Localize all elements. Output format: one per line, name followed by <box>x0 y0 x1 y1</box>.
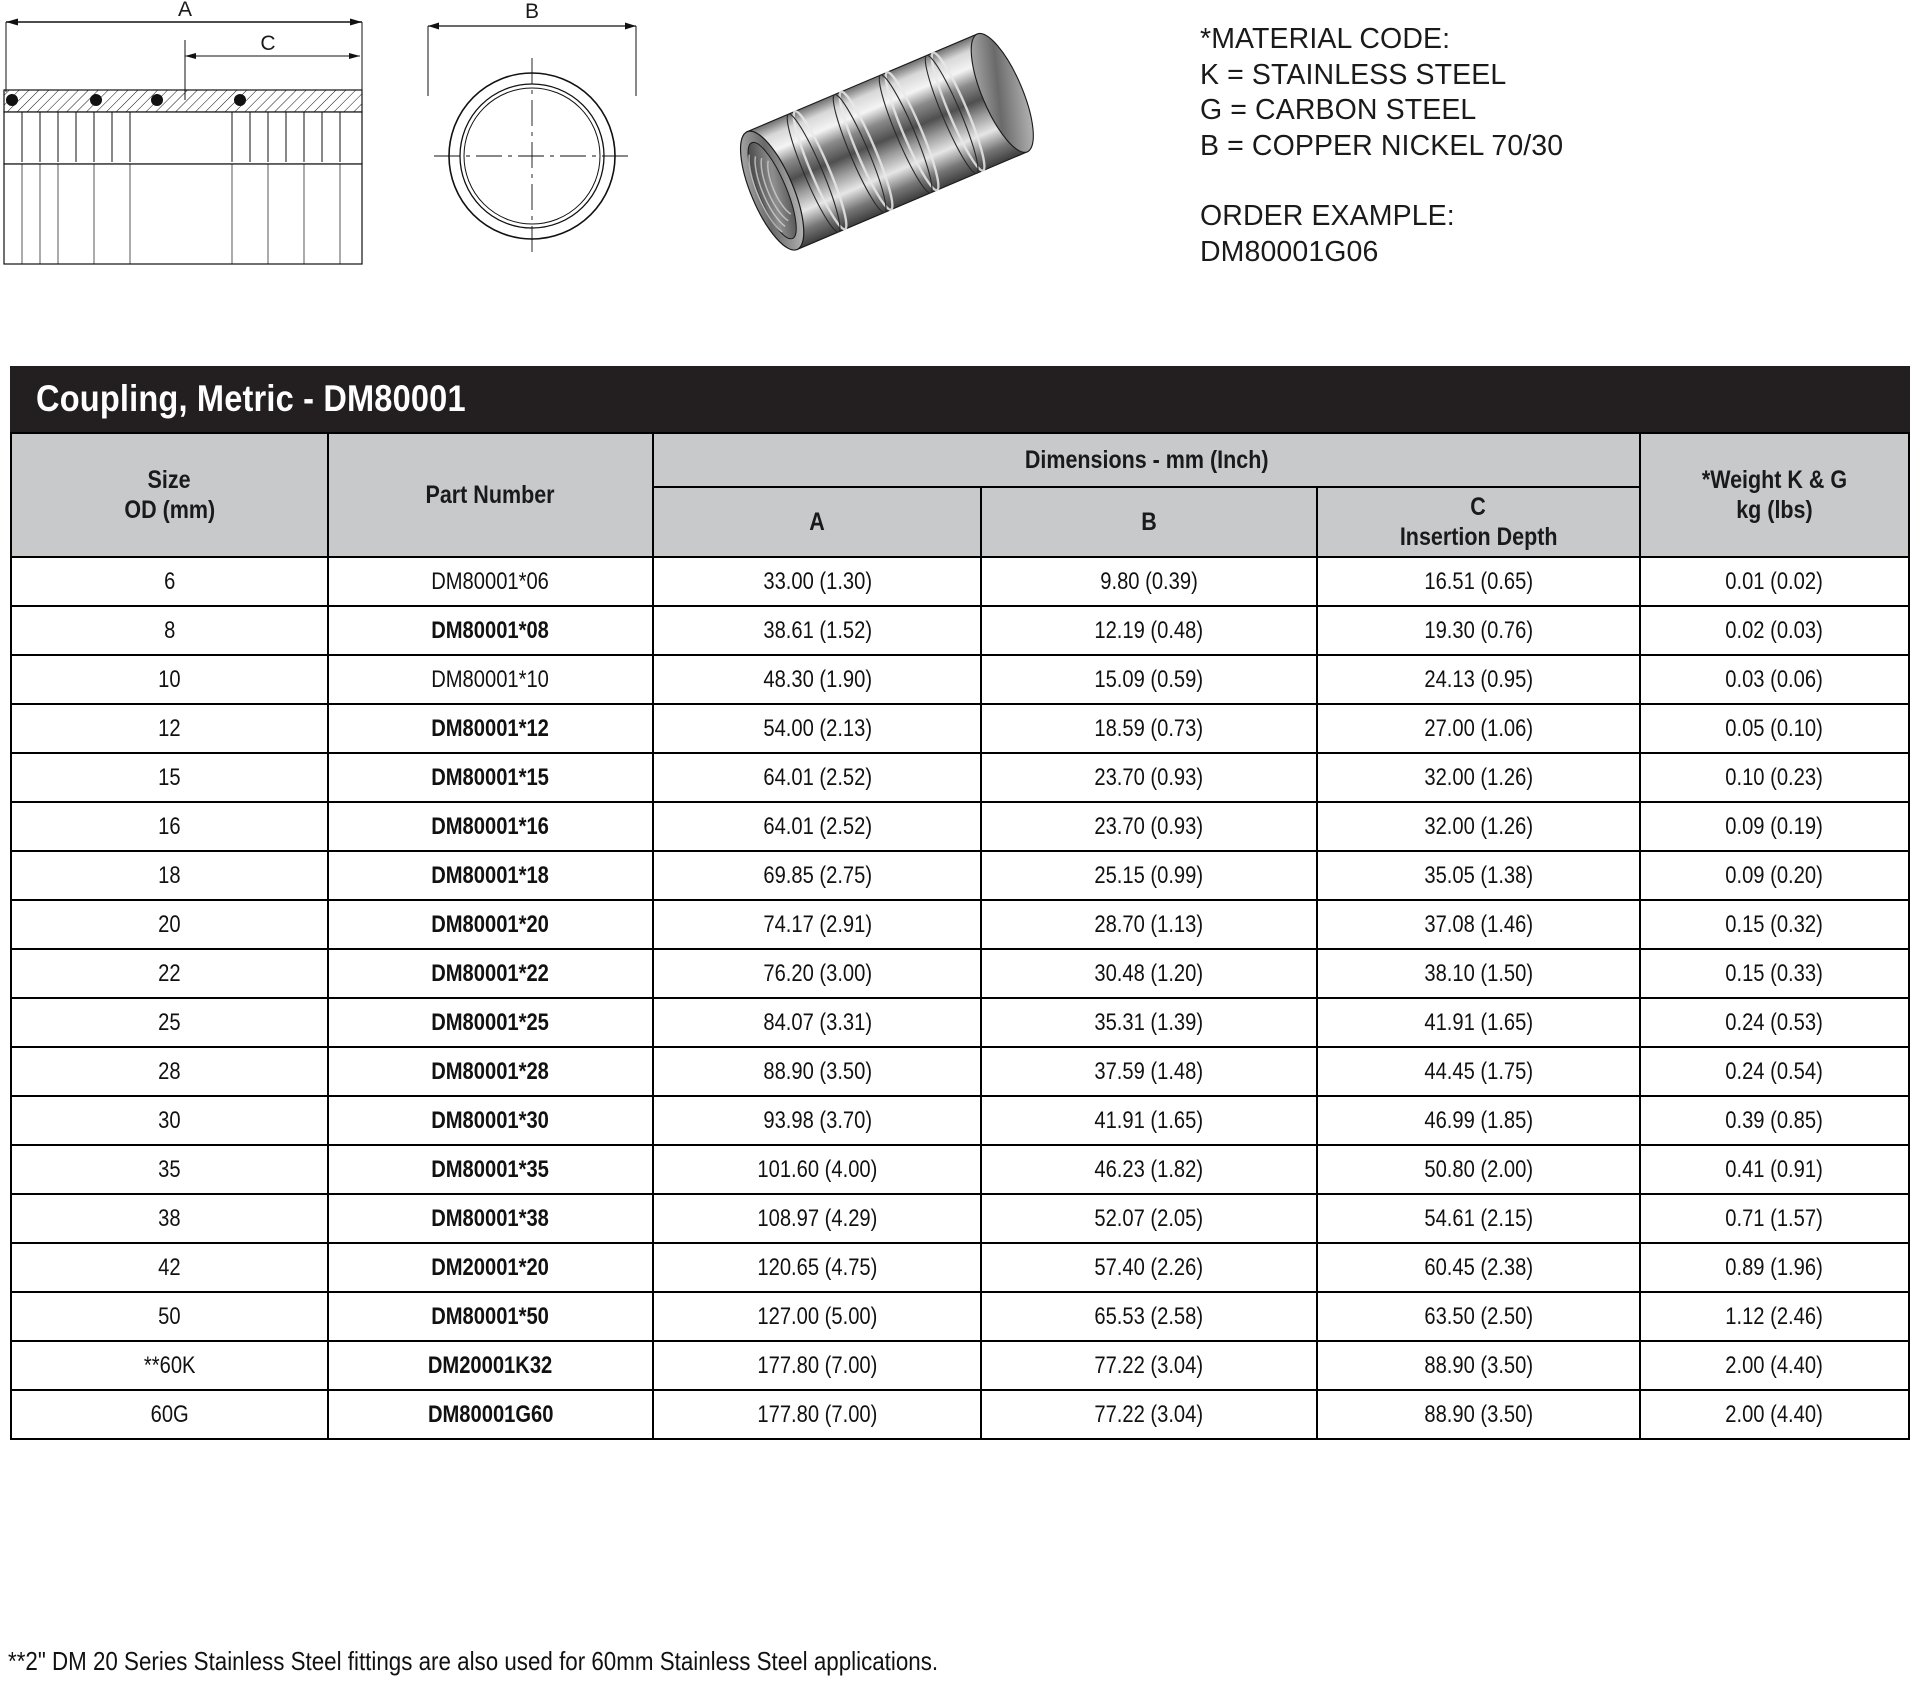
col-header-dim-a: A <box>653 487 981 557</box>
cell-dim-b: 18.59 (0.73) <box>981 704 1317 753</box>
cell-weight: 0.71 (1.57) <box>1640 1194 1909 1243</box>
table-row <box>11 802 1909 851</box>
cell-size: 28 <box>11 1047 328 1096</box>
oring-dot <box>6 94 18 106</box>
cell-weight: 0.10 (0.23) <box>1640 753 1909 802</box>
cell-size: 42 <box>11 1243 328 1292</box>
cell-dim-a: 54.00 (2.13) <box>653 704 981 753</box>
table-row <box>11 753 1909 802</box>
cell-part-number: DM80001*16 <box>328 802 654 851</box>
cell-dim-c: 27.00 (1.06) <box>1317 704 1640 753</box>
cell-dim-c: 35.05 (1.38) <box>1317 851 1640 900</box>
col-header-size-line1: Size <box>147 466 191 494</box>
cell-size: 25 <box>11 998 328 1047</box>
cell-size: **60K <box>11 1341 328 1390</box>
col-header-weight-line1: *Weight K & G <box>1701 466 1848 494</box>
cell-dim-a: 127.00 (5.00) <box>653 1292 981 1341</box>
col-header-weight <box>1640 433 1909 557</box>
cell-dim-b: 77.22 (3.04) <box>981 1390 1317 1439</box>
cell-dim-c: 88.90 (3.50) <box>1317 1390 1640 1439</box>
cell-weight: 2.00 (4.40) <box>1640 1341 1909 1390</box>
cell-dim-c: 24.13 (0.95) <box>1317 655 1640 704</box>
cell-size: 35 <box>11 1145 328 1194</box>
cell-dim-c: 88.90 (3.50) <box>1317 1341 1640 1390</box>
cell-part-number: DM20001*20 <box>328 1243 654 1292</box>
material-code-line-k: K = STAINLESS STEEL <box>1200 58 1507 91</box>
col-header-weight-line2: kg (lbs) <box>1736 496 1813 524</box>
cell-weight: 0.41 (0.91) <box>1640 1145 1909 1194</box>
cell-dim-b: 57.40 (2.26) <box>981 1243 1317 1292</box>
cell-dim-b: 9.80 (0.39) <box>981 557 1317 606</box>
cell-size: 12 <box>11 704 328 753</box>
cell-dim-a: 76.20 (3.00) <box>653 949 981 998</box>
cell-weight: 1.12 (2.46) <box>1640 1292 1909 1341</box>
cell-weight: 0.24 (0.54) <box>1640 1047 1909 1096</box>
cell-size: 30 <box>11 1096 328 1145</box>
cell-dim-c: 44.45 (1.75) <box>1317 1047 1640 1096</box>
cell-part-number: DM80001*35 <box>328 1145 654 1194</box>
cell-dim-a: 84.07 (3.31) <box>653 998 981 1047</box>
cell-dim-c: 37.08 (1.46) <box>1317 900 1640 949</box>
dim-b-label: B <box>524 0 540 23</box>
cell-size: 38 <box>11 1194 328 1243</box>
table-row <box>11 998 1909 1047</box>
table-row <box>11 655 1909 704</box>
oring-dot <box>151 94 163 106</box>
cell-dim-b: 30.48 (1.20) <box>981 949 1317 998</box>
cell-weight: 0.24 (0.53) <box>1640 998 1909 1047</box>
col-header-part-number: Part Number <box>328 433 654 557</box>
cell-dim-c: 19.30 (0.76) <box>1317 606 1640 655</box>
cell-weight: 0.15 (0.33) <box>1640 949 1909 998</box>
cell-part-number: DM80001*25 <box>328 998 654 1047</box>
material-code-spacer <box>1200 164 1900 199</box>
col-header-size <box>11 433 328 557</box>
cell-dim-a: 64.01 (2.52) <box>653 802 981 851</box>
table-row <box>11 557 1909 606</box>
coupling-end-view-drawing <box>420 0 645 300</box>
specification-table <box>10 432 1910 1440</box>
table-row <box>11 1096 1909 1145</box>
cell-dim-a: 177.80 (7.00) <box>653 1390 981 1439</box>
cell-dim-b: 77.22 (3.04) <box>981 1341 1317 1390</box>
cell-dim-a: 38.61 (1.52) <box>653 606 981 655</box>
cell-dim-b: 52.07 (2.05) <box>981 1194 1317 1243</box>
cell-weight: 0.39 (0.85) <box>1640 1096 1909 1145</box>
cell-part-number: DM80001*50 <box>328 1292 654 1341</box>
cell-dim-b: 37.59 (1.48) <box>981 1047 1317 1096</box>
cell-part-number: DM80001G60 <box>328 1390 654 1439</box>
cell-dim-c: 16.51 (0.65) <box>1317 557 1640 606</box>
table-row <box>11 704 1909 753</box>
spec-table-wrapper <box>10 366 1910 1440</box>
coupling-cross-section-drawing <box>0 0 370 300</box>
cell-part-number: DM80001*20 <box>328 900 654 949</box>
table-row <box>11 1341 1909 1390</box>
table-row <box>11 1194 1909 1243</box>
cell-dim-a: 120.65 (4.75) <box>653 1243 981 1292</box>
cell-dim-c: 38.10 (1.50) <box>1317 949 1640 998</box>
cell-dim-b: 35.31 (1.39) <box>981 998 1317 1047</box>
table-head <box>11 433 1909 557</box>
cell-dim-a: 64.01 (2.52) <box>653 753 981 802</box>
dim-c-label: C <box>260 32 276 55</box>
spec-table-title-bar <box>10 366 1910 432</box>
col-header-dimensions-group: Dimensions - mm (Inch) <box>653 433 1640 487</box>
cell-dim-b: 25.15 (0.99) <box>981 851 1317 900</box>
cell-dim-c: 60.45 (2.38) <box>1317 1243 1640 1292</box>
order-example-heading: ORDER EXAMPLE: <box>1200 200 1455 232</box>
order-example-value: DM80001G06 <box>1200 235 1379 268</box>
cell-dim-a: 69.85 (2.75) <box>653 851 981 900</box>
cell-dim-a: 88.90 (3.50) <box>653 1047 981 1096</box>
cell-dim-b: 41.91 (1.65) <box>981 1096 1317 1145</box>
cell-dim-b: 23.70 (0.93) <box>981 802 1317 851</box>
cell-dim-b: 46.23 (1.82) <box>981 1145 1317 1194</box>
cell-dim-a: 48.30 (1.90) <box>653 655 981 704</box>
cell-dim-c: 32.00 (1.26) <box>1317 802 1640 851</box>
col-header-dim-c <box>1317 487 1640 557</box>
cell-part-number: DM80001*08 <box>328 606 654 655</box>
cell-weight: 0.01 (0.02) <box>1640 557 1909 606</box>
table-row <box>11 1243 1909 1292</box>
table-row <box>11 1390 1909 1439</box>
page-title: Coupling, Metric - DM80001 <box>36 378 466 419</box>
cell-dim-b: 23.70 (0.93) <box>981 753 1317 802</box>
oring-dot <box>90 94 102 106</box>
cell-dim-c: 63.50 (2.50) <box>1317 1292 1640 1341</box>
cell-size: 20 <box>11 900 328 949</box>
cell-part-number: DM80001*12 <box>328 704 654 753</box>
cell-part-number: DM80001*10 <box>328 655 654 704</box>
cell-size: 18 <box>11 851 328 900</box>
cell-size: 15 <box>11 753 328 802</box>
dim-a-label: A <box>177 0 193 21</box>
cell-weight: 2.00 (4.40) <box>1640 1390 1909 1439</box>
cell-part-number: DM80001*30 <box>328 1096 654 1145</box>
cell-dim-c: 54.61 (2.15) <box>1317 1194 1640 1243</box>
cell-weight: 0.89 (1.96) <box>1640 1243 1909 1292</box>
cell-dim-b: 28.70 (1.13) <box>981 900 1317 949</box>
cell-size: 8 <box>11 606 328 655</box>
cell-dim-a: 33.00 (1.30) <box>653 557 981 606</box>
material-code-line-b: B = COPPER NICKEL 70/30 <box>1200 129 1564 162</box>
table-row <box>11 606 1909 655</box>
cell-part-number: DM80001*18 <box>328 851 654 900</box>
table-row <box>11 1292 1909 1341</box>
col-header-dim-c-line1: C <box>1470 493 1487 521</box>
cell-part-number: DM80001*22 <box>328 949 654 998</box>
cell-size: 60G <box>11 1390 328 1439</box>
cell-part-number: DM80001*28 <box>328 1047 654 1096</box>
table-row <box>11 1047 1909 1096</box>
table-row <box>11 851 1909 900</box>
cell-weight: 0.09 (0.20) <box>1640 851 1909 900</box>
cell-size: 6 <box>11 557 328 606</box>
cell-dim-a: 74.17 (2.91) <box>653 900 981 949</box>
cell-size: 22 <box>11 949 328 998</box>
table-row <box>11 1145 1909 1194</box>
cell-size: 50 <box>11 1292 328 1341</box>
cell-dim-a: 177.80 (7.00) <box>653 1341 981 1390</box>
cell-part-number: DM20001K32 <box>328 1341 654 1390</box>
cell-dim-b: 15.09 (0.59) <box>981 655 1317 704</box>
col-header-size-line2: OD (mm) <box>123 496 215 524</box>
col-header-dim-b: B <box>981 487 1317 557</box>
cell-dim-a: 93.98 (3.70) <box>653 1096 981 1145</box>
cell-size: 10 <box>11 655 328 704</box>
cell-weight: 0.05 (0.10) <box>1640 704 1909 753</box>
cell-part-number: DM80001*38 <box>328 1194 654 1243</box>
cell-dim-c: 32.00 (1.26) <box>1317 753 1640 802</box>
technical-drawings-area <box>0 0 1920 340</box>
cell-dim-c: 50.80 (2.00) <box>1317 1145 1640 1194</box>
cell-part-number: DM80001*15 <box>328 753 654 802</box>
material-code-line-g: G = CARBON STEEL <box>1200 94 1477 126</box>
col-header-dim-c-line2: Insertion Depth <box>1399 523 1558 551</box>
table-row <box>11 900 1909 949</box>
oring-dot <box>234 94 246 106</box>
cell-dim-a: 101.60 (4.00) <box>653 1145 981 1194</box>
material-code-heading: *MATERIAL CODE: <box>1200 23 1451 55</box>
coupling-3d-render <box>700 0 1140 310</box>
cell-dim-a: 108.97 (4.29) <box>653 1194 981 1243</box>
table-row <box>11 949 1909 998</box>
cell-part-number: DM80001*06 <box>328 557 654 606</box>
material-code-block <box>1200 22 1900 270</box>
cell-weight: 0.02 (0.03) <box>1640 606 1909 655</box>
cell-dim-b: 65.53 (2.58) <box>981 1292 1317 1341</box>
cell-dim-c: 46.99 (1.85) <box>1317 1096 1640 1145</box>
cell-dim-b: 12.19 (0.48) <box>981 606 1317 655</box>
cell-weight: 0.15 (0.32) <box>1640 900 1909 949</box>
cell-size: 16 <box>11 802 328 851</box>
table-footnote: **2" DM 20 Series Stainless Steel fittings are also used for 60mm Stainless Steel applications. <box>8 1646 939 1676</box>
cell-dim-c: 41.91 (1.65) <box>1317 998 1640 1047</box>
cell-weight: 0.09 (0.19) <box>1640 802 1909 851</box>
cell-weight: 0.03 (0.06) <box>1640 655 1909 704</box>
table-body <box>11 557 1909 1439</box>
